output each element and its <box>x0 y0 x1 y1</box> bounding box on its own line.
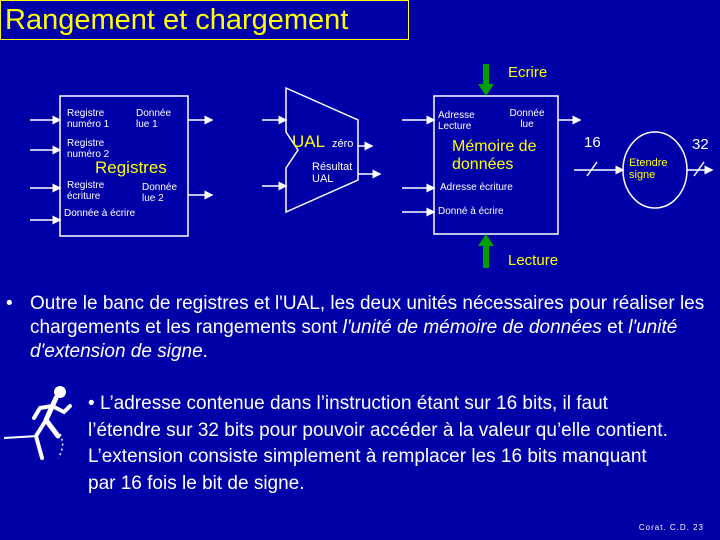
bullet-2-marker: • <box>88 393 95 414</box>
bullet-2-body: L’adresse contenue dans l’instruction étant sur 16 bits, il faut l’étendre sur 32 bits pour pouvoir accéder à la valeur qu’elle contient. L’extension consiste simplement à remplacer les 16 bits manquant par 16 fois le bit de signe. <box>88 393 668 494</box>
write-register-label: Registre écriture <box>67 180 105 202</box>
sign-extend-title: Etendre signe <box>629 157 668 181</box>
read-signal-label: Lecture <box>508 252 559 269</box>
alu-title: UAL <box>292 132 326 151</box>
bullet-1-emphasis-1: l'unité de mémoire de données <box>342 317 602 338</box>
write-signal-arrow <box>483 64 489 86</box>
bullet-1-part-3: . <box>202 341 208 362</box>
alu-result-label: Résultat UAL <box>312 161 353 185</box>
runner-icon <box>0 380 80 470</box>
alu-zero-label: zéro <box>332 138 354 150</box>
bullet-marker: • <box>6 293 13 314</box>
memory-title: Mémoire de données <box>452 138 537 173</box>
datapath-diagram <box>0 40 720 280</box>
read-data-2-label: Donnée lue 2 <box>142 182 178 204</box>
slide-credit: Corat. C.D. 23 <box>638 523 704 532</box>
sign-extend-output-bits: 32 <box>692 136 709 153</box>
bullet-1-part-2: et <box>601 317 629 338</box>
register-2-label: Registre numéro 2 <box>67 138 110 160</box>
bullet-1-text <box>30 292 714 364</box>
write-data-label: Donnée à écrire <box>64 208 136 219</box>
bullet-1-part-1: Outre le banc de registres et l'UAL, les deux unités nécessaires pour réaliser les chargements et les rangements sont <box>30 293 705 338</box>
registers-title: Registres <box>95 158 167 177</box>
memory-read-data-label: Donnée lue <box>509 108 545 130</box>
memory-address-label: Adresse Lecture <box>438 110 475 132</box>
bullet-2-text <box>88 391 678 497</box>
memory-write-data-label: Donné à écrire <box>438 206 504 217</box>
page-title: Rangement et chargement <box>0 0 409 40</box>
register-1-label: Registre numéro 1 <box>67 108 110 130</box>
read-signal-arrow <box>478 234 494 246</box>
read-data-1-label: Donnée lue 1 <box>136 108 172 130</box>
bullet-1-emphasis-2: l'unité d'extension de signe <box>30 317 678 362</box>
memory-write-address-label: Adresse écriture <box>440 182 513 193</box>
sign-extend-input-bits: 16 <box>584 134 601 151</box>
write-signal-label: Ecrire <box>508 64 548 81</box>
